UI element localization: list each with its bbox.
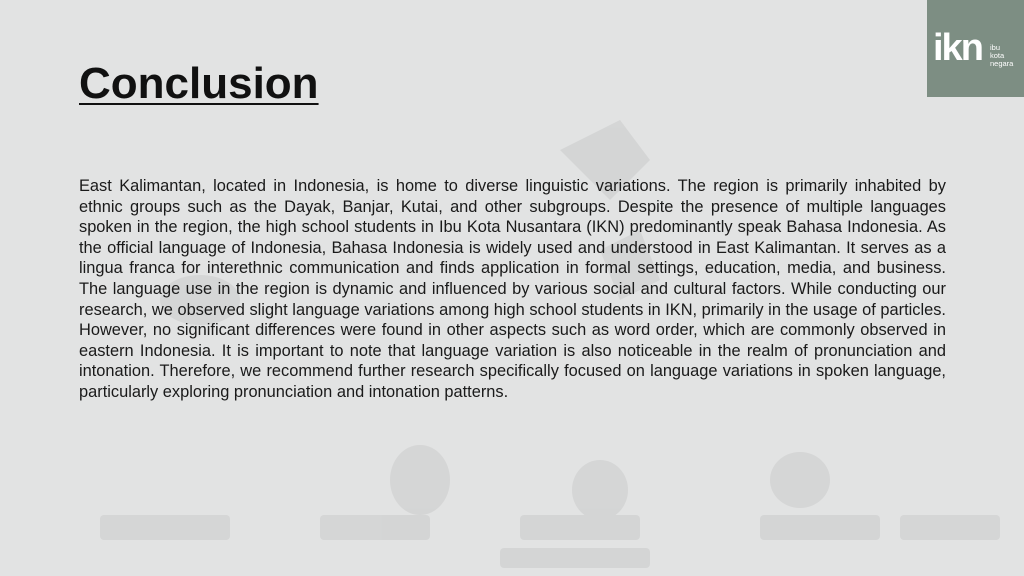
logo-word-1: ibu [990,43,1001,52]
ikn-logo [927,0,1024,97]
logo-word-2: kota [990,51,1005,60]
slide-title: Conclusion [79,59,319,108]
logo-wordmark [990,44,1013,68]
logo-word-3: negara [990,59,1014,68]
logo-mark: ikn [933,27,982,69]
conclusion-paragraph: East Kalimantan, located in Indonesia, is home to diverse linguistic variations. The region is primarily inhabited by ethnic groups such as the Dayak, Banjar, Kutai, and other subgroups. Despite the presence of multiple languages spoken in the region, the high school students in Ibu Kota Nusantara (IKN) predominantly speak Bahasa Indonesia. As the official language of Indonesia, Bahasa Indonesia is widely used and understood in East Kalimantan. It serves as a lingua franca for interethnic communication and finds application in formal settings, education, media, and business. The language use in the region is dynamic and influenced by various social and cultural factors. While conducting our research, we observed slight language variations among high school students in IKN, primarily in the usage of particles. However, no significant differences were found in other aspects such as word order, which are commonly observed in eastern Indonesia. It is important to note that language variation is also noticeable in the realm of pronunciation and intonation. Therefore, we recommend further research specifically focused on language variations in spoken language, particularly exploring pronunciation and intonation patterns. [79,177,946,401]
